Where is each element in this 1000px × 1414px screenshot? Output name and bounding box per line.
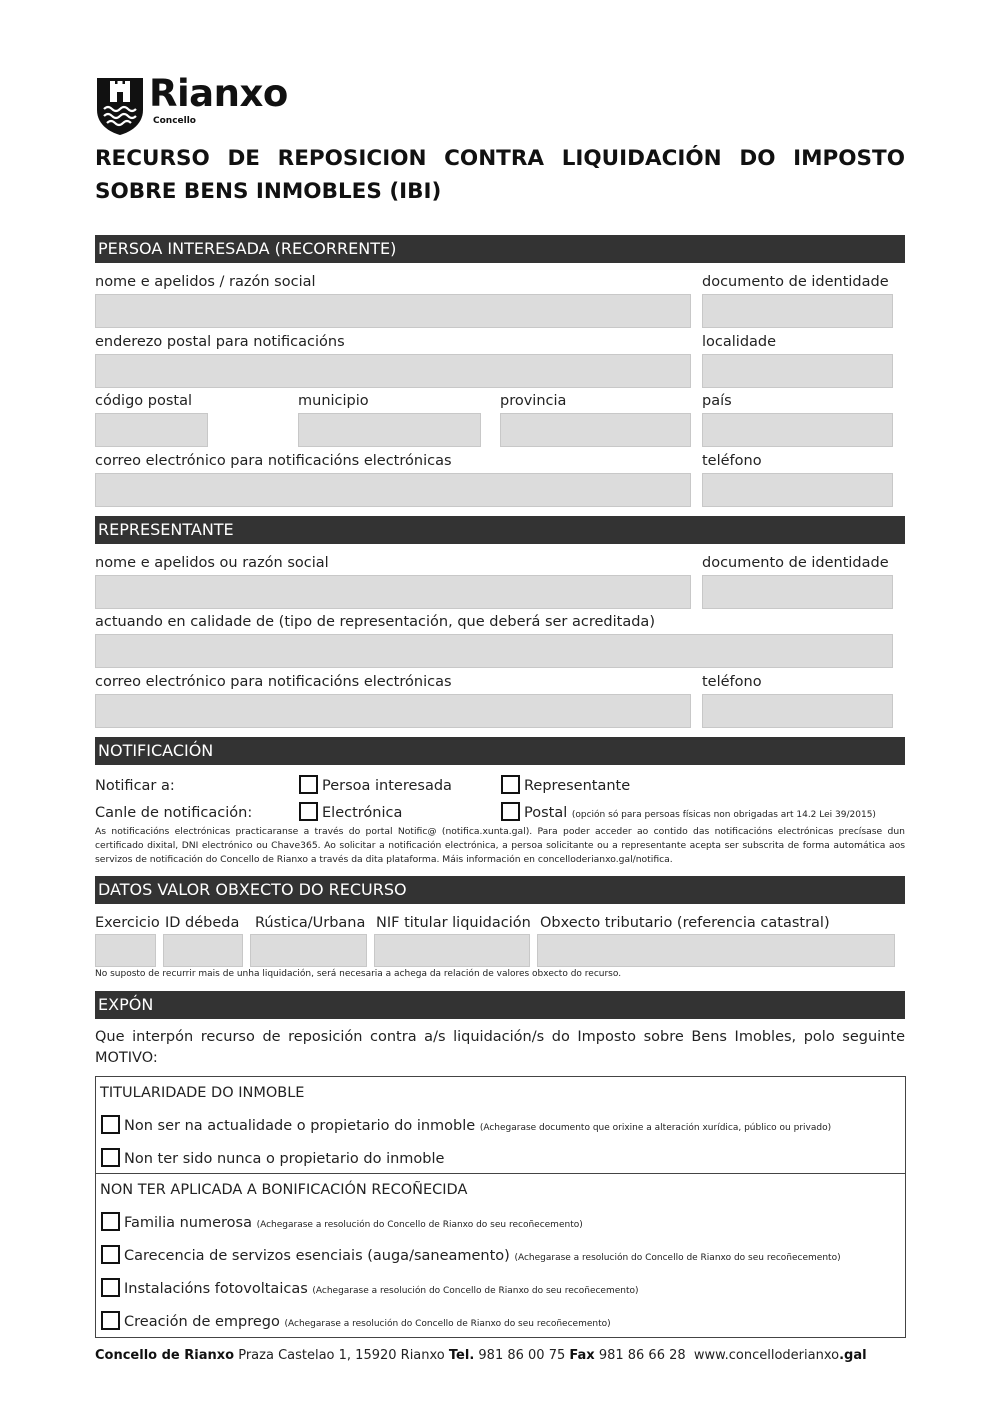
input-provincia[interactable] bbox=[500, 413, 691, 447]
label-rep-calidade: actuando en calidade de (tipo de representación, que deberá ser acreditada) bbox=[95, 614, 655, 630]
section-header-representante: REPRESENTANTE bbox=[95, 516, 905, 544]
input-rep-telefono[interactable] bbox=[702, 694, 893, 728]
footer-tel-label: Tel. bbox=[448, 1348, 475, 1363]
reason-carecencia-servizos bbox=[124, 1246, 841, 1268]
reason-fotovoltaicas bbox=[124, 1279, 639, 1301]
input-rep-documento[interactable] bbox=[702, 575, 893, 609]
reason-5-text: Instalacións fotovoltaicas bbox=[124, 1281, 308, 1297]
postal-note: (opción só para persoas físicas non obrigadas art 14.2 Lei 39/2015) bbox=[571, 810, 876, 820]
datos-note: No suposto de recurrir mais de unha liquidación, será necesaria a achega da relación de valores obxecto do recurso. bbox=[95, 969, 622, 979]
label-documento: documento de identidade bbox=[702, 274, 889, 290]
input-exercicio[interactable] bbox=[95, 934, 156, 967]
checkbox-carecencia-servizos[interactable] bbox=[101, 1245, 120, 1264]
label-persoa-interesada: Persoa interesada bbox=[322, 778, 452, 794]
reason-familia-numerosa bbox=[124, 1213, 583, 1235]
reason-1-text: Non ser na actualidade o propietario do inmoble bbox=[124, 1118, 476, 1134]
reason-1-note: (Achegarase documento que orixine a alteración xurídica, público ou privado) bbox=[479, 1123, 832, 1133]
input-telefono[interactable] bbox=[702, 473, 893, 507]
concello-logo bbox=[95, 72, 315, 138]
checkbox-fotovoltaicas[interactable] bbox=[101, 1278, 120, 1297]
reason-4-text: Carecencia de servizos esenciais (auga/saneamento) bbox=[124, 1248, 510, 1264]
input-nome[interactable] bbox=[95, 294, 691, 328]
label-postal bbox=[524, 804, 876, 824]
label-id-debeda: ID débeda bbox=[165, 915, 240, 931]
checkbox-postal[interactable] bbox=[501, 802, 520, 821]
footer-web-link[interactable] bbox=[694, 1348, 867, 1363]
input-rep-correo[interactable] bbox=[95, 694, 691, 728]
reason-non-propietario-nunca: Non ter sido nunca o propietario do inmoble bbox=[124, 1151, 445, 1167]
label-enderezo: enderezo postal para notificacións bbox=[95, 334, 345, 350]
input-correo[interactable] bbox=[95, 473, 691, 507]
footer-tel: 981 86 00 75 bbox=[478, 1348, 566, 1363]
checkbox-representante[interactable] bbox=[501, 775, 520, 794]
checkbox-persoa-interesada[interactable] bbox=[299, 775, 318, 794]
coat-of-arms-icon bbox=[95, 76, 145, 136]
label-cp: código postal bbox=[95, 393, 192, 409]
label-canle: Canle de notificación: bbox=[95, 805, 253, 821]
group-titularidade-title: TITULARIDADE DO INMOBLE bbox=[100, 1085, 305, 1101]
label-telefono: teléfono bbox=[702, 453, 762, 469]
input-nif-titular[interactable] bbox=[374, 934, 530, 967]
checkbox-familia-numerosa[interactable] bbox=[101, 1212, 120, 1231]
footer-fax: 981 86 66 28 bbox=[598, 1348, 686, 1363]
input-localidade[interactable] bbox=[702, 354, 893, 388]
reason-3-note: (Achegarase a resolución do Concello de Rianxo do seu recoñecemento) bbox=[256, 1220, 583, 1230]
reason-3-text: Familia numerosa bbox=[124, 1215, 252, 1231]
input-municipio[interactable] bbox=[298, 413, 481, 447]
label-localidade: localidade bbox=[702, 334, 777, 350]
label-rep-documento: documento de identidade bbox=[702, 555, 889, 571]
label-municipio: municipio bbox=[298, 393, 369, 409]
expon-text: Que interpón recurso de reposición contra a/s liquidación/s do Imposto sobre Bens Imobles, polo seguinte MOTIVO: bbox=[95, 1029, 905, 1066]
postal-text: Postal bbox=[524, 805, 568, 821]
footer-address: Praza Castelao 1, 15920 Rianxo bbox=[238, 1348, 445, 1363]
notificacion-note: As notificacións electrónicas practicaranse a través do portal Notific@ (notifica.xunta.gal). Para poder acceder ao contido das notificacións electrónicas precísase dun certificado dixital, DNI electrónico ou Chave365. Ao solicitar a notificación electrónica, a persoa solicitante ou a representante acepta ser subscrita de forma automática aos servizos de notificación do Concello de Rianxo a través da dita plataforma. Máis información en concelloderianxo.gal/notifica. bbox=[95, 826, 905, 865]
input-id-debeda[interactable] bbox=[163, 934, 243, 967]
footer bbox=[95, 1348, 867, 1363]
logo-subtitle: Concello bbox=[153, 116, 196, 126]
group-bonificacion-title: NON TER APLICADA A BONIFICACIÓN RECOÑECIDA bbox=[100, 1182, 468, 1198]
logo-name: Rianxo bbox=[149, 72, 288, 115]
label-nif-titular: NIF titular liquidación bbox=[376, 915, 531, 931]
section-header-notificacion: NOTIFICACIÓN bbox=[95, 737, 905, 765]
label-notificar: Notificar a: bbox=[95, 778, 175, 794]
label-rep-telefono: teléfono bbox=[702, 674, 762, 690]
input-rustica-urbana[interactable] bbox=[250, 934, 367, 967]
input-enderezo[interactable] bbox=[95, 354, 691, 388]
reason-6-text: Creación de emprego bbox=[124, 1314, 280, 1330]
section-header-interesada: PERSOA INTERESADA (RECORRENTE) bbox=[95, 235, 905, 263]
label-nome: nome e apelidos / razón social bbox=[95, 274, 316, 290]
input-rep-calidade[interactable] bbox=[95, 634, 893, 668]
checkbox-non-propietario-actual[interactable] bbox=[101, 1115, 120, 1134]
label-representante: Representante bbox=[524, 778, 631, 794]
label-pais: país bbox=[702, 393, 732, 409]
checkbox-creacion-emprego[interactable] bbox=[101, 1311, 120, 1330]
input-obxecto-tributario[interactable] bbox=[537, 934, 895, 967]
label-electronica: Electrónica bbox=[322, 805, 403, 821]
label-correo: correo electrónico para notificacións electrónicas bbox=[95, 453, 452, 469]
label-rep-nome: nome e apelidos ou razón social bbox=[95, 555, 329, 571]
checkbox-non-propietario-nunca[interactable] bbox=[101, 1148, 120, 1167]
footer-org: Concello de Rianxo bbox=[95, 1348, 235, 1363]
input-pais[interactable] bbox=[702, 413, 893, 447]
input-documento[interactable] bbox=[702, 294, 893, 328]
label-rep-correo: correo electrónico para notificacións electrónicas bbox=[95, 674, 452, 690]
reason-creacion-emprego bbox=[124, 1312, 611, 1334]
label-rustica-urbana: Rústica/Urbana bbox=[255, 915, 366, 931]
reason-4-note: (Achegarase a resolución do Concello de Rianxo do seu recoñecemento) bbox=[514, 1253, 841, 1263]
label-provincia: provincia bbox=[500, 393, 567, 409]
reason-5-note: (Achegarase a resolución do Concello de Rianxo do seu recoñecemento) bbox=[312, 1286, 639, 1296]
footer-fax-label: Fax bbox=[569, 1348, 595, 1363]
reason-non-propietario-actual bbox=[124, 1116, 831, 1138]
label-exercicio: Exercicio bbox=[95, 915, 160, 931]
footer-web-main: www.concelloderianxo bbox=[693, 1348, 840, 1363]
reason-6-note: (Achegarase a resolución do Concello de Rianxo do seu recoñecemento) bbox=[284, 1319, 611, 1329]
label-obxecto-tributario: Obxecto tributario (referencia catastral) bbox=[540, 915, 830, 931]
document-title: RECURSO DE REPOSICION CONTRA LIQUIDACIÓN DO IMPOSTO SOBRE BENS INMOBLES (IBI) bbox=[95, 146, 905, 204]
section-header-datos: DATOS VALOR OBXECTO DO RECURSO bbox=[95, 876, 905, 904]
checkbox-electronica[interactable] bbox=[299, 802, 318, 821]
input-cp[interactable] bbox=[95, 413, 208, 447]
motivo-divider bbox=[95, 1173, 906, 1174]
section-header-expon: EXPÓN bbox=[95, 991, 905, 1019]
footer-web-tld: .gal bbox=[839, 1348, 867, 1363]
input-rep-nome[interactable] bbox=[95, 575, 691, 609]
